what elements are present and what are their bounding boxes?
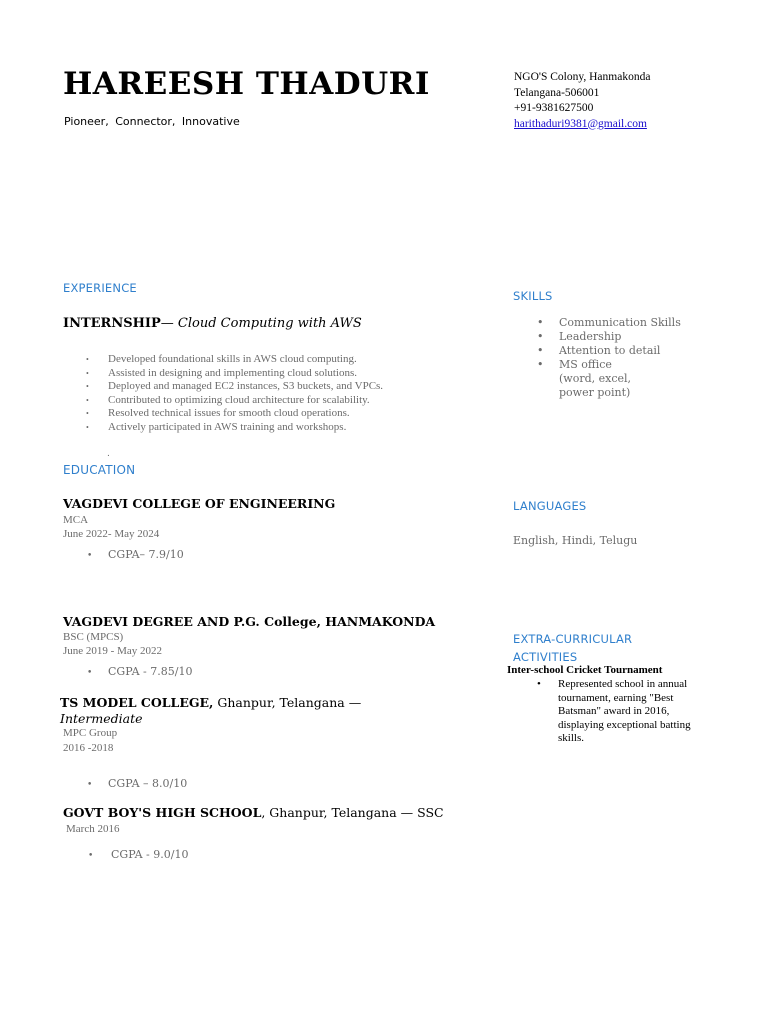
extracurricular-heading: [513, 630, 632, 666]
school-name: [63, 614, 435, 629]
education-level: [60, 711, 143, 726]
trailing-dot: .: [107, 449, 110, 459]
address-line-1: NGO'S Colony, Hanmakonda: [514, 71, 651, 83]
cgpa-value: CGPA – 8.0/10: [108, 777, 188, 790]
school-name-text: VAGDEVI COLLEGE OF ENGINEERING: [63, 496, 336, 511]
internship-dash: —: [160, 316, 178, 331]
experience-heading: EXPERIENCE: [63, 281, 137, 295]
school-name: [63, 496, 335, 511]
school-location: , Ghanpur, Telangana — SSC: [261, 805, 444, 820]
activity-bullet-list: [537, 678, 693, 746]
languages-value: English, Hindi, Telugu: [513, 534, 638, 547]
list-item: • Leadership: [537, 330, 681, 344]
school-name-text: GOVT BOY'S HIGH SCHOOL: [63, 805, 262, 820]
internship-subtitle: Cloud Computing with AWS: [177, 316, 362, 331]
dates: 2016 -2018: [63, 742, 114, 754]
extracurricular-heading-line-1: EXTRA-CURRICULAR: [513, 632, 633, 646]
list-item: • Resolved technical issues for smooth cloud operations.: [86, 407, 383, 421]
address-line-2: Telangana-506001: [514, 86, 600, 99]
tagline: Pioneer, Connector, Innovative: [64, 115, 240, 128]
school-name-text: TS MODEL COLLEGE,: [60, 695, 214, 710]
email-link[interactable]: harithaduri9381@gmail.com: [514, 117, 647, 130]
list-item: • Developed foundational skills in AWS cloud computing.: [86, 353, 383, 367]
school-name-text: VAGDEVI DEGREE AND P.G. College, HANMAKONDA: [63, 614, 436, 629]
phone-number: +91-9381627500: [514, 102, 594, 114]
dates: March 2016: [66, 823, 120, 835]
list-item: • Deployed and managed EC2 instances, S3 buckets, and VPCs.: [86, 380, 383, 394]
list-item: • Communication Skills: [537, 316, 681, 330]
cgpa: [87, 777, 187, 790]
languages-heading: LANGUAGES: [513, 499, 587, 513]
education-heading: EDUCATION: [63, 463, 136, 477]
bullet-glyph: •: [87, 668, 93, 678]
cgpa-value: CGPA - 9.0/10: [111, 848, 189, 861]
list-item: • Assisted in designing and implementing cloud solutions.: [86, 367, 383, 381]
skills-list: [537, 316, 681, 400]
cgpa: [87, 665, 192, 678]
internship-title: [63, 316, 362, 331]
extracurricular-heading-line-2: ACTIVITIES: [513, 650, 578, 664]
bullet-glyph: •: [87, 551, 93, 561]
dates: June 2022- May 2024: [63, 528, 160, 540]
contact-block: [514, 70, 650, 132]
list-item: • Represented school in annual tournament, earning "Best Batsman" award in 2016, displaying exceptional batting skills.: [537, 678, 693, 746]
cgpa: [87, 548, 184, 561]
school-name: [60, 695, 361, 710]
activity-title: Inter-school Cricket Tournament: [507, 664, 663, 676]
list-item: • Contributed to optimizing cloud architecture for scalability.: [86, 394, 383, 408]
school-name: [63, 805, 444, 820]
education-level-text: Intermediate: [60, 711, 143, 726]
cgpa: [88, 848, 188, 861]
internship-role: INTERNSHIP: [63, 316, 161, 331]
cgpa-value: CGPA– 7.9/10: [108, 548, 184, 561]
cgpa-value: CGPA - 7.85/10: [108, 665, 193, 678]
school-location: Ghanpur, Telangana —: [213, 695, 362, 710]
dates: June 2019 - May 2022: [63, 645, 162, 657]
bullet-glyph: •: [88, 851, 94, 861]
list-item: • Attention to detail: [537, 344, 681, 358]
degree: MCA: [63, 514, 89, 526]
degree: MPC Group: [63, 727, 118, 739]
degree: BSC (MPCS): [63, 631, 124, 643]
candidate-name: HAREESH THADURI: [63, 66, 430, 102]
internship-bullet-list: [86, 353, 383, 435]
skills-heading: SKILLS: [513, 289, 553, 303]
list-item: • Actively participated in AWS training and workshops.: [86, 421, 383, 435]
bullet-glyph: •: [87, 780, 93, 790]
list-item: • MS office (word, excel, power point): [537, 358, 649, 400]
